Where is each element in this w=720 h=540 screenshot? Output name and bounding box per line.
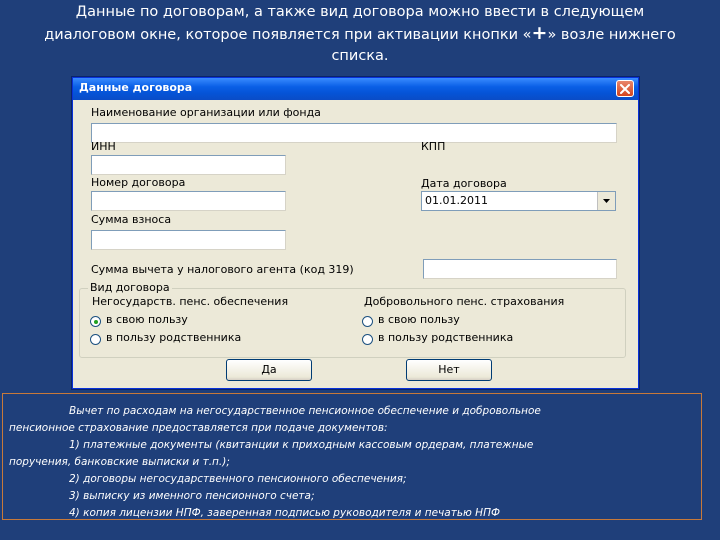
inn-label: ИНН: [91, 140, 116, 153]
slide-title: [20, 2, 700, 67]
info-line: 3) выписку из именного пенсионного счета;: [69, 490, 315, 502]
contract-number-input[interactable]: [91, 191, 286, 211]
kpp-label: КПП: [421, 140, 446, 153]
contribution-sum-label: Сумма взноса: [91, 213, 172, 226]
dps-self-radio[interactable]: [362, 316, 373, 327]
contract-date-picker[interactable]: [421, 191, 616, 211]
dps-relative-radio[interactable]: [362, 334, 373, 345]
dps-self-label: в свою пользу: [378, 313, 460, 326]
npo-relative-label: в пользу родственника: [106, 331, 242, 344]
chevron-down-icon: [603, 199, 610, 203]
contract-date-value: 01.01.2011: [425, 194, 488, 207]
contract-data-dialog: [72, 77, 639, 389]
close-icon: [620, 84, 630, 94]
plus-symbol: +: [531, 22, 548, 44]
org-name-label: Наименование организации или фонда: [91, 106, 321, 119]
date-dropdown-button[interactable]: [597, 192, 615, 210]
dps-label: Добровольного пенс. страхования: [364, 295, 565, 308]
info-line: пенсионное страхование предоставляется при подаче документов:: [9, 422, 388, 434]
no-button[interactable]: Нет: [406, 359, 492, 381]
info-line: поручения, банковские выписки и т.п.);: [9, 456, 230, 468]
dps-relative-label: в пользу родственника: [378, 331, 514, 344]
contract-date-label: Дата договора: [421, 177, 507, 190]
deduction-sum-label: Сумма вычета у налогового агента (код 319): [91, 263, 354, 276]
npo-self-label: в свою пользу: [106, 313, 188, 326]
title-line-2-end: » возле нижнего: [547, 27, 676, 43]
title-line-2-start: диалоговом окне, которое появляется при активации кнопки «: [44, 27, 532, 43]
deduction-info-box: [2, 393, 702, 520]
npo-label: Негосударств. пенс. обеспечения: [92, 295, 289, 308]
info-line: 1) платежные документы (квитанции к приходным кассовым ордерам, платежные: [69, 439, 534, 451]
contract-type-label: Вид договора: [90, 281, 170, 294]
inn-input[interactable]: [91, 155, 286, 175]
yes-button[interactable]: Да: [226, 359, 312, 381]
close-button[interactable]: [616, 80, 634, 97]
dialog-title: Данные договора: [79, 81, 193, 94]
info-line: Вычет по расходам на негосударственное пенсионное обеспечение и добровольное: [69, 405, 541, 417]
info-line: 4) копия лицензии НПФ, заверенная подписью руководителя и печатью НПФ: [69, 507, 501, 519]
info-line: 2) договоры негосударственного пенсионного обеспечения;: [69, 473, 407, 485]
deduction-sum-input[interactable]: [423, 259, 617, 279]
title-line-1: Данные по договорам, а также вид договора можно ввести в следующем: [75, 4, 645, 20]
npo-self-radio[interactable]: [90, 316, 101, 327]
org-name-input[interactable]: [91, 123, 617, 143]
contract-type-group: [79, 281, 626, 358]
contract-number-label: Номер договора: [91, 176, 186, 189]
contribution-sum-input[interactable]: [91, 230, 286, 250]
title-line-3: списка.: [331, 48, 389, 64]
npo-relative-radio[interactable]: [90, 334, 101, 345]
dialog-titlebar[interactable]: [73, 78, 638, 100]
